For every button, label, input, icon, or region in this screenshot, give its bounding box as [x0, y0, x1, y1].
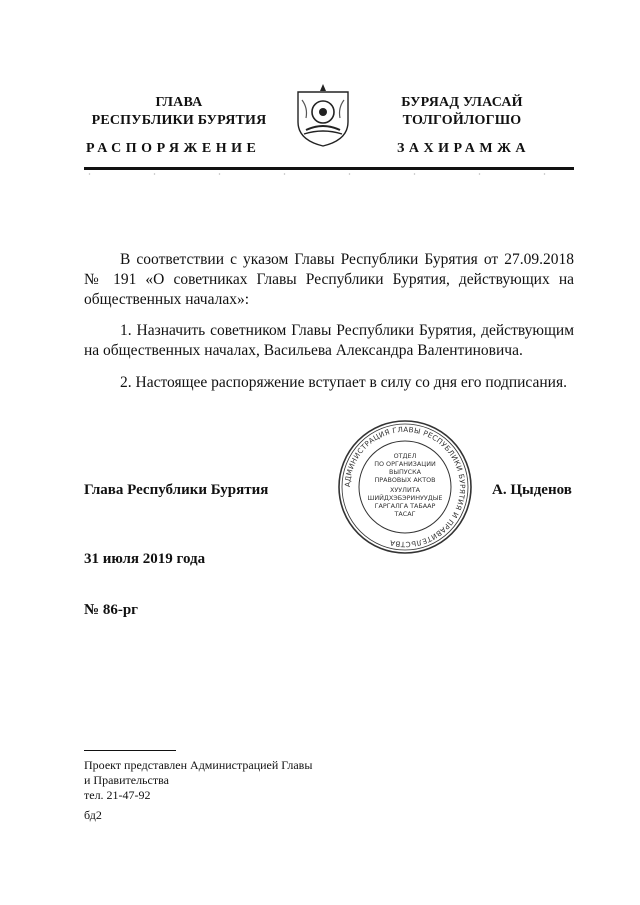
header-rule — [84, 167, 574, 170]
stamp-line: ТАСАГ — [394, 510, 416, 518]
stamp-line: ПО ОРГАНИЗАЦИИ — [374, 460, 436, 468]
stamp-line: ХУУЛИТА — [389, 486, 421, 494]
footer-code: бд2 — [84, 808, 102, 822]
item-2-paragraph: 2. Настоящее распоряжение вступает в силу со дня его подписания. — [120, 374, 567, 391]
footer-line1: Проект представлен Администрацией Главы — [84, 758, 313, 772]
header-left-line2: РЕСПУБЛИКИ БУРЯТИЯ — [91, 113, 267, 128]
header-left-line1: ГЛАВА — [155, 95, 203, 110]
stamp-line: ШИЙДХЭБЭРИНУУДЫЕ — [367, 494, 443, 502]
document-date: 31 июля 2019 года — [84, 551, 206, 567]
doc-type-left: РАСПОРЯЖЕНИЕ — [86, 141, 261, 156]
document-number: № 86-рг — [84, 602, 138, 618]
header-right-line1: БУРЯАД УЛАСАЙ — [401, 95, 523, 110]
stamp-line: ОТДЕЛ — [393, 452, 417, 460]
header-left — [84, 94, 274, 130]
footer-note — [84, 758, 312, 803]
footer-separator — [84, 750, 176, 751]
stamp-line: ПРАВОВЫХ АКТОВ — [374, 476, 436, 484]
header-right — [372, 94, 552, 130]
stamp-line: ВЫПУСКА — [388, 468, 422, 476]
preamble-paragraph: В соответствии с указом Главы Республики Бурятия от 27.09.2018 № 191 «О советниках Главы Республики Бурятия, действующих на общественных началах»: — [84, 251, 574, 308]
official-stamp — [336, 418, 474, 556]
footer-line2: и Правительства — [84, 773, 169, 787]
stamp-line: ГАРГАЛГА ТАБААР — [374, 502, 436, 510]
signature-name: А. Цыденов — [492, 482, 572, 498]
stamp-outer-text: АДМИНИСТРАЦИЯ ГЛАВЫ РЕСПУБЛИКИ БУРЯТИЯ И ПРАВИТЕЛЬСТВА — [342, 424, 468, 550]
footer-phone: тел. 21-47-92 — [84, 788, 151, 802]
header-dotted-rule — [84, 172, 574, 176]
header-right-line2: ТОЛГОЙЛОГШО — [402, 113, 522, 128]
coat-of-arms-emblem — [294, 82, 352, 148]
signature-position: Глава Республики Бурятия — [84, 482, 269, 498]
item-1-paragraph: 1. Назначить советником Главы Республики Бурятия, действующим на общественных началах, Васильева Александра Валентиновича. — [84, 322, 574, 359]
doc-type-right: ЗАХИРАМЖА — [397, 141, 531, 156]
